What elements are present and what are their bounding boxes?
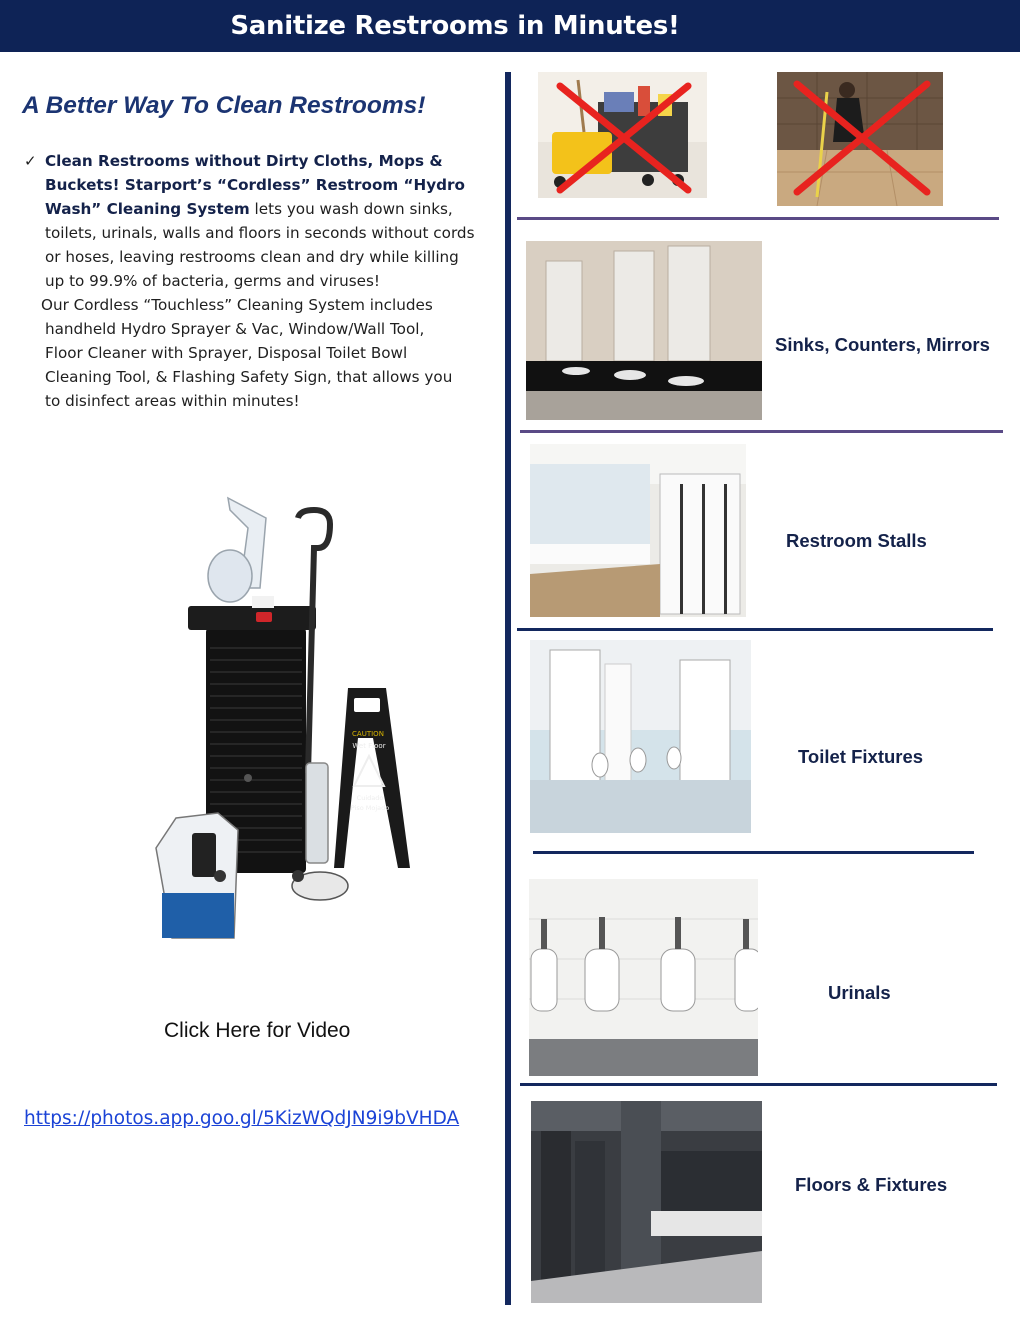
system-line: Floor Cleaner with Sprayer, Disposal Toilet Bowl (45, 344, 408, 362)
system-line: handheld Hydro Sprayer & Vac, Window/Wall Tool, (45, 320, 425, 338)
video-link[interactable]: https://photos.app.goo.gl/5KizWQdJN9i9bVHDA (24, 1108, 460, 1129)
sinks-counters-photo (526, 241, 762, 420)
section-divider (517, 217, 999, 220)
toilet-fixtures-photo (530, 640, 751, 833)
bold-lead-line: Clean Restrooms without Dirty Cloths, Mops & (45, 152, 443, 170)
manual-mopping-photo (777, 72, 943, 206)
caption-sinks: Sinks, Counters, Mirrors (775, 334, 990, 355)
intro-description (24, 149, 514, 413)
checkmark-icon: ✓ (24, 152, 37, 170)
video-label[interactable]: Click Here for Video (164, 1019, 351, 1042)
system-line: to disinfect areas within minutes! (45, 392, 300, 410)
sign-cuidado-text: Cuidado (356, 794, 384, 802)
intro-line: toilets, urinals, walls and floors in seconds without cords (45, 224, 475, 242)
bold-lead-line: Wash” Cleaning System (45, 200, 250, 218)
header-banner (0, 0, 1020, 52)
intro-line: lets you wash down sinks, (249, 200, 453, 218)
sign-piso-mojado-text: Piso Mojado (350, 804, 390, 812)
caption-urinals: Urinals (828, 982, 891, 1003)
bold-lead-line: Buckets! Starport’s “Cordless” Restroom “Hydro (45, 176, 465, 194)
urinals-photo (529, 879, 758, 1076)
system-line: Our Cordless “Touchless” Cleaning System includes (41, 296, 433, 314)
caption-floors: Floors & Fixtures (795, 1174, 948, 1195)
caption-stalls: Restroom Stalls (786, 530, 927, 551)
caption-toilets: Toilet Fixtures (798, 746, 924, 767)
system-line: Cleaning Tool, & Flashing Safety Sign, that allows you (45, 368, 453, 386)
intro-paragraph (45, 149, 514, 293)
column-divider (505, 72, 511, 1305)
section-divider (517, 628, 993, 631)
section-divider (533, 851, 974, 854)
cleaning-cart-illustration (148, 488, 418, 950)
mop-bucket-cart-photo (538, 72, 707, 198)
intro-line: or hoses, leaving restrooms clean and dry while killing (45, 248, 459, 266)
restroom-stalls-photo (530, 444, 746, 617)
section-divider (520, 430, 1003, 433)
sign-caution-text: CAUTION (352, 730, 384, 738)
section-subtitle: A Better Way To Clean Restrooms! (22, 92, 426, 119)
intro-line: up to 99.9% of bacteria, germs and viruses! (45, 272, 380, 290)
cleaning-system-photo[interactable] (148, 488, 418, 950)
system-description (41, 293, 514, 413)
sign-wet-floor-text: Wet Floor (352, 742, 386, 750)
floors-fixtures-photo (531, 1101, 762, 1303)
page-title: Sanitize Restrooms in Minutes! (230, 11, 680, 41)
section-divider (520, 1083, 997, 1086)
